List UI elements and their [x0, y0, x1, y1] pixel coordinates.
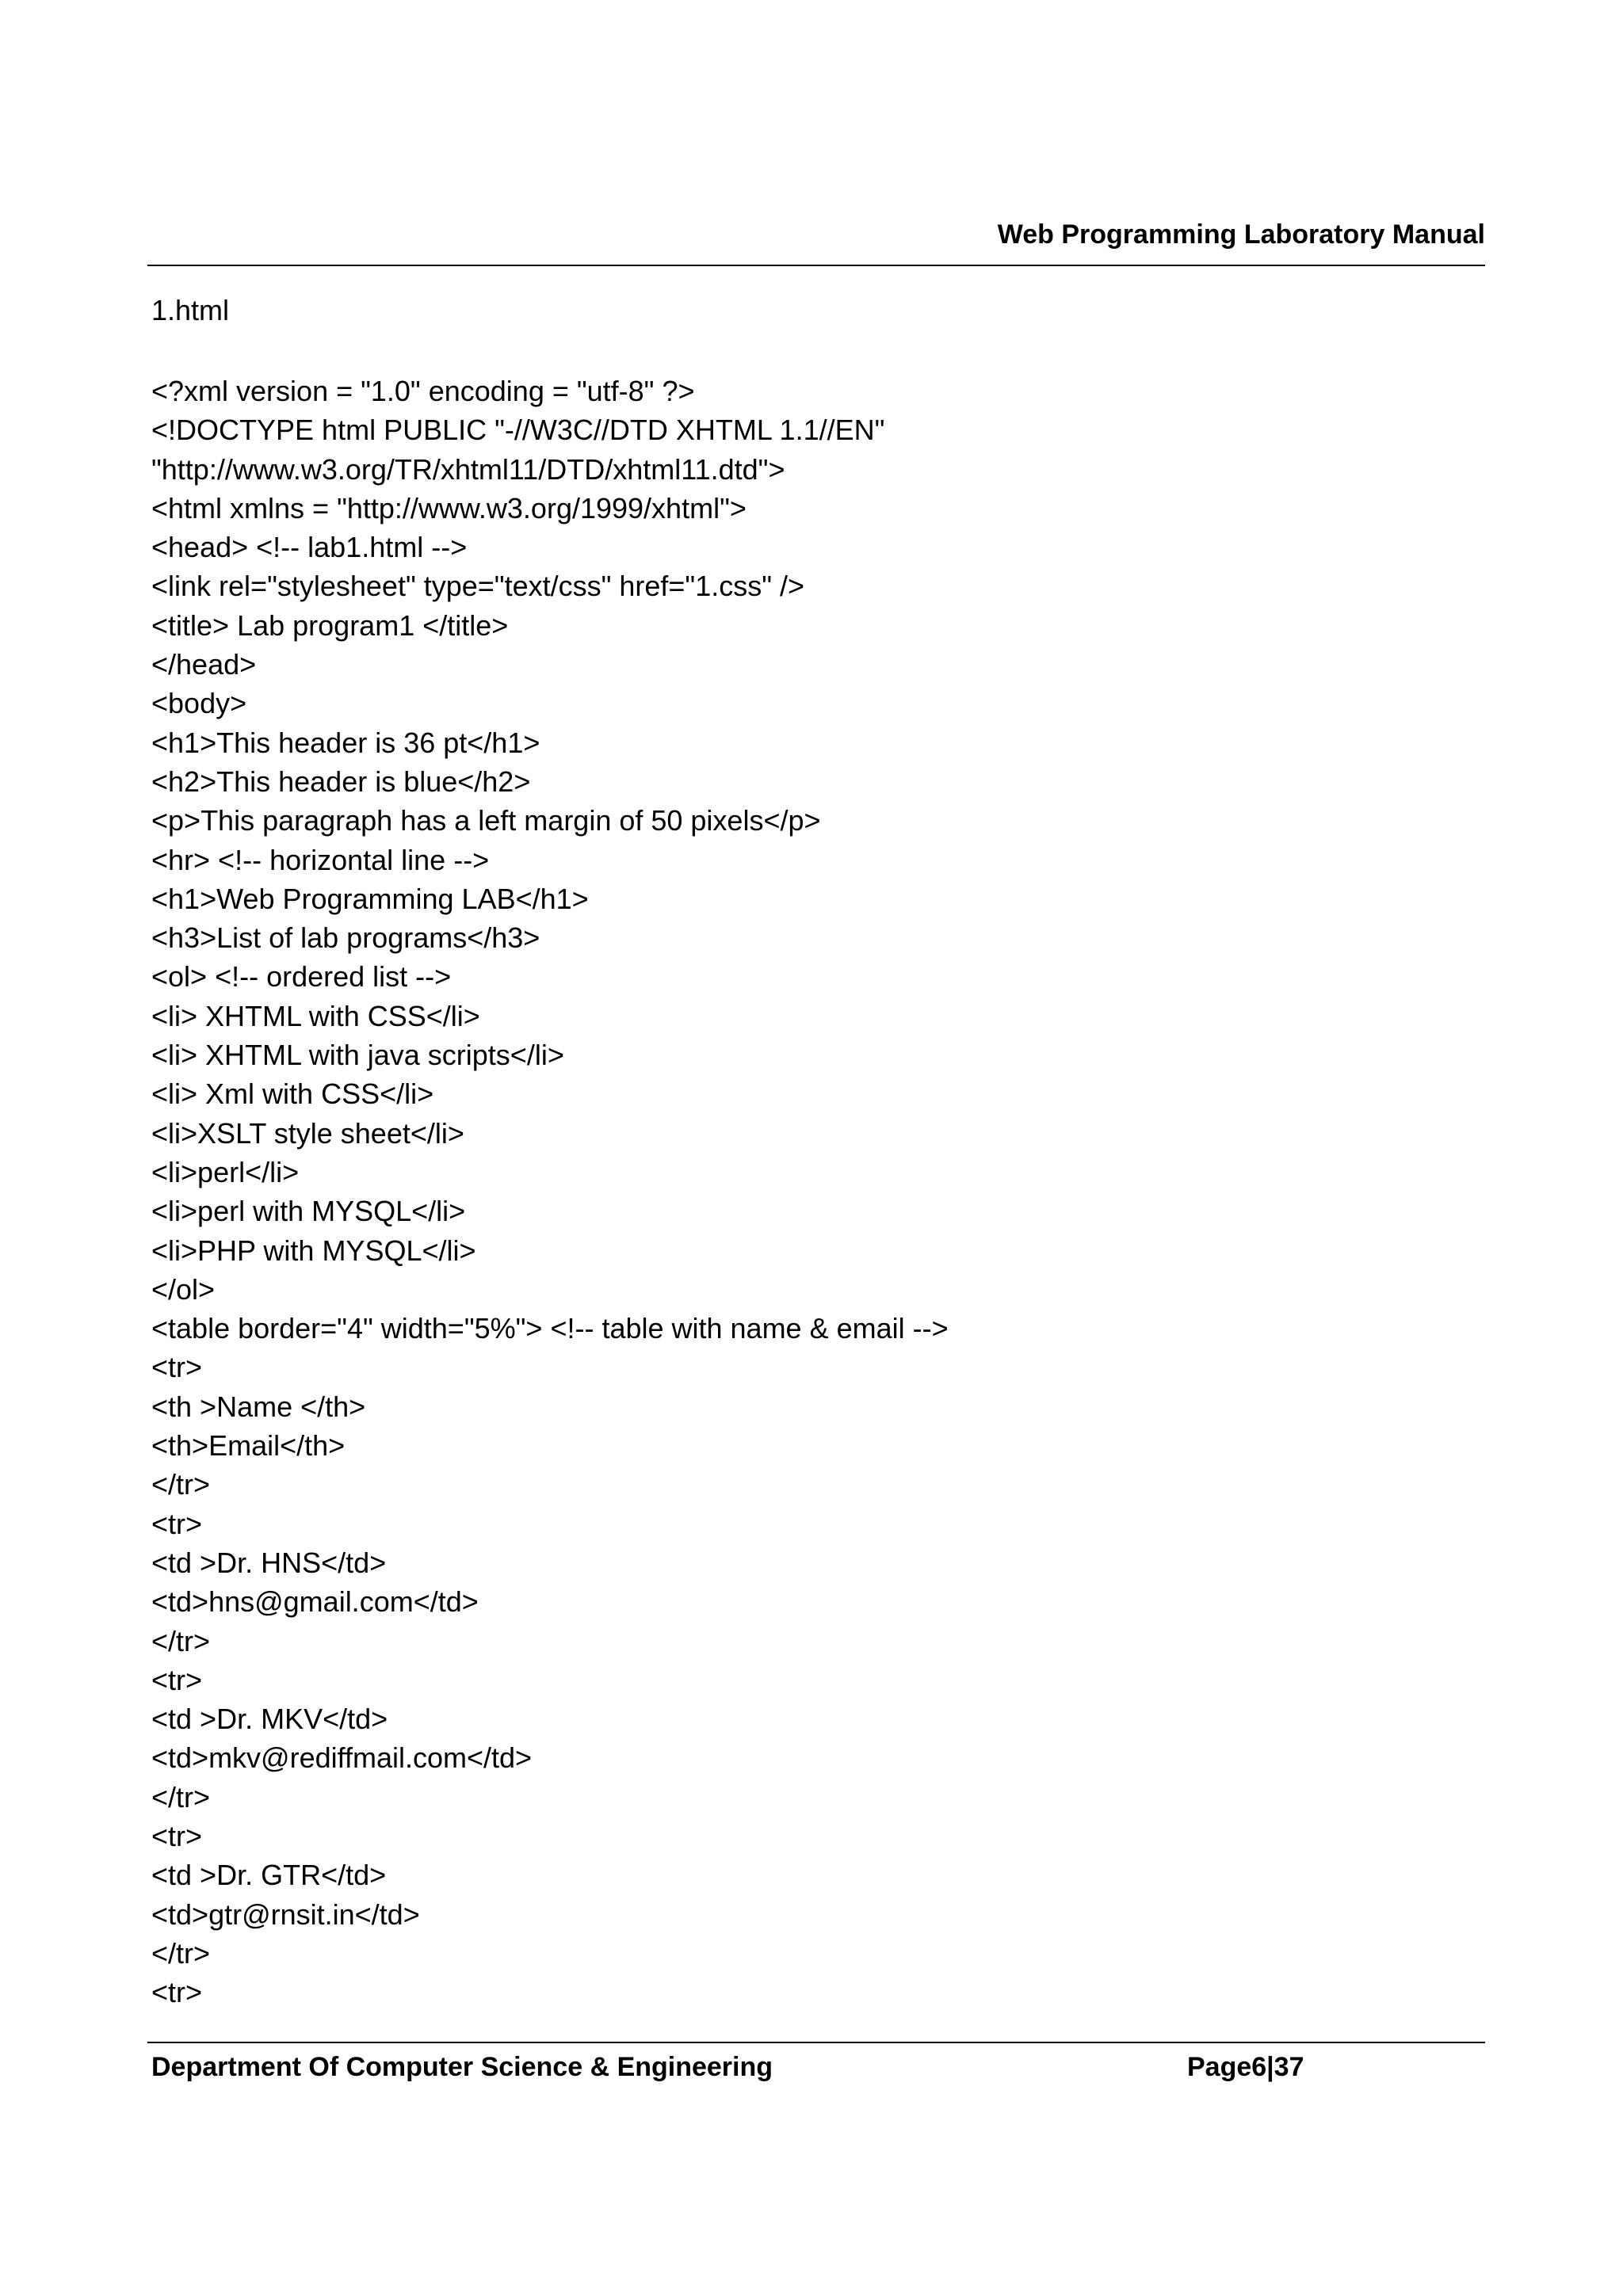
- code-line: <h3>List of lab programs</h3>: [151, 921, 540, 955]
- code-line: <!DOCTYPE html PUBLIC "-//W3C//DTD XHTML 1.1//EN": [151, 414, 885, 447]
- code-line: <th >Name </th>: [151, 1390, 366, 1423]
- code-line: </ol>: [151, 1272, 216, 1306]
- code-line: <tr>: [151, 1351, 203, 1384]
- code-line: <td>gtr@rnsit.in</td>: [151, 1897, 420, 1931]
- code-line: <th>Email</th>: [151, 1429, 346, 1463]
- code-line: <td>mkv@rediffmail.com</td>: [151, 1741, 533, 1775]
- code-line: <?xml version = "1.0" encoding = "utf-8" ?>: [151, 375, 695, 407]
- code-line: <li>perl with MYSQL</li>: [151, 1195, 466, 1228]
- code-line: <li>perl</li>: [151, 1155, 300, 1188]
- code-line: </tr>: [151, 1780, 211, 1814]
- code-line: <tr>: [151, 1507, 203, 1540]
- code-line: <li> XHTML with java scripts</li>: [151, 1039, 564, 1072]
- code-line: </tr>: [151, 1936, 211, 1970]
- code-line: <hr> <!-- horizontal line -->: [151, 843, 490, 876]
- code-line: <h1>Web Programming LAB</h1>: [151, 882, 589, 915]
- code-line: <p>This paragraph has a left margin of 50 pixels</p>: [151, 804, 821, 837]
- code-line: <link rel="stylesheet" type="text/css" href="1.css" />: [151, 570, 805, 603]
- code-line: <tr>: [151, 1663, 203, 1696]
- code-line: </tr>: [151, 1624, 211, 1657]
- code-line: <li> Xml with CSS</li>: [151, 1077, 434, 1111]
- footer-rule: [147, 2042, 1485, 2043]
- code-line: <h2>This header is blue</h2>: [151, 765, 531, 798]
- code-line: <tr>: [151, 1819, 203, 1852]
- code-line: </tr>: [151, 1468, 211, 1501]
- running-header-title: Web Programming Laboratory Manual: [997, 219, 1485, 250]
- code-line: <td >Dr. GTR</td>: [151, 1859, 387, 1892]
- code-line: <td >Dr. HNS</td>: [151, 1546, 387, 1579]
- code-line: <li> XHTML with CSS</li>: [151, 999, 480, 1032]
- code-line: <td >Dr. MKV</td>: [151, 1703, 388, 1736]
- code-line: <title> Lab program1 </title>: [151, 608, 509, 642]
- code-line: "http://www.w3.org/TR/xhtml11/DTD/xhtml11.dtd">: [151, 452, 785, 486]
- code-listing: [151, 372, 1475, 2012]
- header-rule: [147, 265, 1485, 266]
- file-name-heading: 1.html: [151, 294, 230, 326]
- code-line: <li>PHP with MYSQL</li>: [151, 1234, 476, 1267]
- code-line: <tr>: [151, 1976, 203, 2009]
- code-line: <html xmlns = "http://www.w3.org/1999/xhtml">: [151, 491, 747, 524]
- code-line: <ol> <!-- ordered list -->: [151, 960, 452, 994]
- code-line: <li>XSLT style sheet</li>: [151, 1116, 464, 1150]
- code-line: <td>hns@gmail.com</td>: [151, 1585, 479, 1619]
- code-line: <table border="4" width="5%"> <!-- table with name & email -->: [151, 1312, 949, 1345]
- code-line: <head> <!-- lab1.html -->: [151, 531, 468, 564]
- footer-department: Department Of Computer Science & Engineering: [151, 2052, 773, 2082]
- code-line: <body>: [151, 687, 247, 720]
- code-line: <h1>This header is 36 pt</h1>: [151, 726, 540, 759]
- code-line: </head>: [151, 648, 257, 681]
- footer-page-number: Page6|37: [1187, 2052, 1304, 2082]
